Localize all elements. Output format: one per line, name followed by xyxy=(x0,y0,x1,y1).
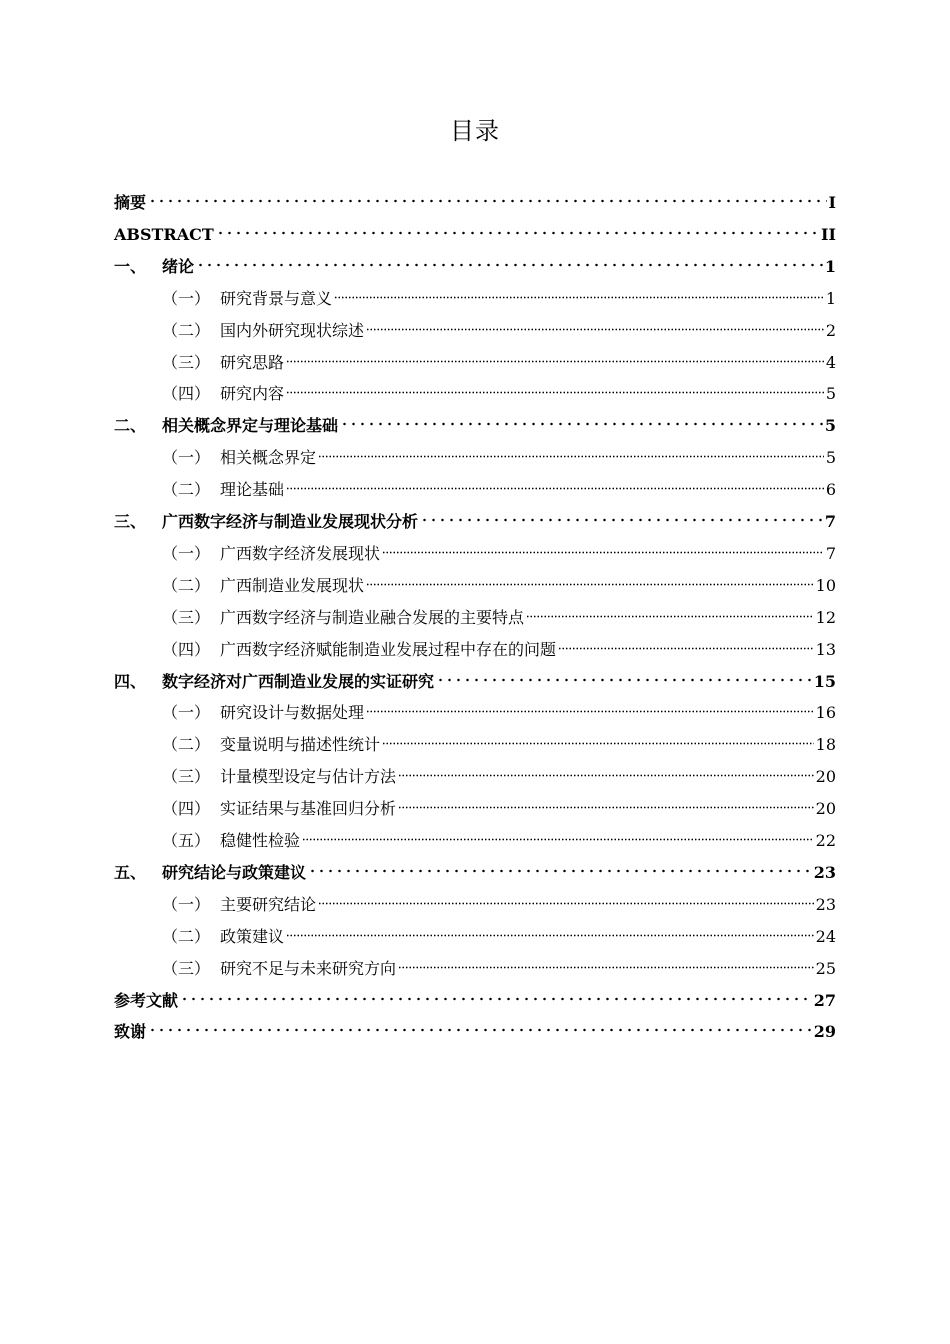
toc-entry-page-number: 7 xyxy=(824,512,836,531)
toc-entry-title: 摘要 xyxy=(114,193,147,212)
toc-entry[interactable] xyxy=(114,244,836,276)
toc-entry-number: 四、 xyxy=(114,671,147,691)
dot-leader xyxy=(558,627,814,655)
toc-entry[interactable] xyxy=(114,850,836,882)
toc-entry-title: 研究结论与政策建议 xyxy=(162,862,307,882)
toc-entry-title: 理论基础 xyxy=(220,480,285,500)
toc-entry-page-number: 18 xyxy=(815,735,836,755)
dot-leader xyxy=(398,946,814,974)
dot-leader xyxy=(420,499,823,527)
dot-leader xyxy=(366,563,814,591)
toc-entry-title: 主要研究结论 xyxy=(220,894,317,914)
toc-entry-page-number: 24 xyxy=(815,926,836,946)
toc-entry-number: （一） xyxy=(162,448,211,468)
toc-entry-title: 绪论 xyxy=(162,256,195,276)
toc-entry-title: 参考文献 xyxy=(114,990,179,1010)
toc-entry-title: 政策建议 xyxy=(220,926,285,946)
page-title: 目录 xyxy=(450,117,500,145)
toc-entry-number: 一、 xyxy=(114,256,147,276)
toc-entry[interactable] xyxy=(162,627,836,659)
dot-leader xyxy=(334,276,824,304)
toc-entry-number: 五、 xyxy=(114,862,147,882)
toc-entry-title: 研究背景与意义 xyxy=(220,288,333,308)
toc-entry-title: 研究内容 xyxy=(220,384,285,404)
toc-entry-title: 研究思路 xyxy=(220,352,285,372)
toc-entry-page-number: 7 xyxy=(825,543,836,563)
toc-entry[interactable] xyxy=(162,882,836,914)
dot-leader xyxy=(318,882,814,910)
dot-leader xyxy=(286,467,824,495)
toc-entry[interactable] xyxy=(114,659,836,691)
dot-leader xyxy=(148,1009,812,1037)
toc-entry-title: 稳健性检验 xyxy=(220,831,301,850)
toc-entry[interactable] xyxy=(114,499,836,531)
toc-entry-number: 二、 xyxy=(114,416,147,436)
dot-leader xyxy=(382,531,824,559)
toc-entry-title: 广西数字经济赋能制造业发展过程中存在的问题 xyxy=(220,639,557,659)
toc-entry[interactable] xyxy=(114,978,836,1010)
toc-entry[interactable] xyxy=(162,531,836,563)
toc-entry-number: （二） xyxy=(162,735,211,755)
toc-entry[interactable] xyxy=(162,308,836,340)
toc-entry-title: 致谢 xyxy=(114,1022,147,1042)
toc-entry-page-number: II xyxy=(821,224,836,244)
toc-entry-number: （一） xyxy=(162,703,211,723)
toc-entry-title: 研究设计与数据处理 xyxy=(220,703,365,723)
toc-entry-page-number: 23 xyxy=(813,862,836,882)
toc-entry-number: （三） xyxy=(162,767,211,787)
toc-entry-number: （四） xyxy=(162,384,211,404)
dot-leader xyxy=(398,754,814,782)
dot-leader xyxy=(148,180,827,208)
dot-leader xyxy=(382,722,814,750)
toc-entry-page-number: 5 xyxy=(824,416,836,436)
toc-entry-number: （四） xyxy=(162,799,211,819)
toc-entry[interactable] xyxy=(162,371,836,404)
toc-entry-page-number: 16 xyxy=(815,703,836,723)
dot-leader xyxy=(398,786,814,814)
toc-entry-page-number: 10 xyxy=(815,575,836,595)
toc-entry[interactable] xyxy=(162,786,836,819)
toc-entry[interactable] xyxy=(114,180,836,212)
toc-entry-page-number: 4 xyxy=(825,352,836,372)
toc-entry-page-number: 2 xyxy=(825,320,836,340)
toc-entry-number: （二） xyxy=(162,926,211,946)
toc-entry-number: （一） xyxy=(162,288,211,308)
toc-entry-title: 国内外研究现状综述 xyxy=(220,320,365,340)
toc-entry[interactable] xyxy=(162,818,836,850)
toc-entry-page-number: 22 xyxy=(815,831,836,850)
toc-entry-title: 广西数字经济与制造业融合发展的主要特点 xyxy=(220,607,525,627)
toc-entry-page-number: 5 xyxy=(825,448,836,468)
toc-entry[interactable] xyxy=(162,340,836,372)
toc-entry[interactable] xyxy=(162,722,836,755)
toc-entry[interactable] xyxy=(114,403,836,436)
toc-entry-page-number: 1 xyxy=(824,256,836,276)
toc-entry[interactable] xyxy=(114,212,836,244)
toc-entry-page-number: 20 xyxy=(815,767,836,787)
toc-entry-number: （五） xyxy=(162,831,211,850)
toc-entry-page-number: 5 xyxy=(825,384,836,404)
toc-entry-number: （四） xyxy=(162,639,211,659)
dot-leader xyxy=(180,978,812,1006)
dot-leader xyxy=(340,403,823,431)
toc-entry-page-number: 29 xyxy=(813,1022,836,1042)
toc-entry[interactable] xyxy=(162,946,836,978)
toc-entry[interactable] xyxy=(162,914,836,946)
toc-entry-page-number: I xyxy=(828,193,836,212)
toc-entry-page-number: 1 xyxy=(825,288,836,308)
toc-entry-page-number: 20 xyxy=(815,799,836,819)
toc-entry-title: 数字经济对广西制造业发展的实证研究 xyxy=(162,671,435,691)
toc-entry-title: 相关概念界定与理论基础 xyxy=(162,416,339,436)
dot-leader xyxy=(216,212,819,240)
toc-entry-number: （三） xyxy=(162,607,211,627)
toc-entry-number: （一） xyxy=(162,543,211,563)
toc-entry[interactable] xyxy=(162,435,836,468)
toc-entry[interactable] xyxy=(162,276,836,308)
dot-leader xyxy=(196,244,823,272)
dot-leader xyxy=(526,595,814,623)
toc-entry-number: （二） xyxy=(162,575,211,595)
toc-entry-page-number: 15 xyxy=(813,671,836,691)
dot-leader xyxy=(286,914,814,942)
toc-entry-number: （一） xyxy=(162,894,211,914)
dot-leader xyxy=(366,308,824,336)
toc-entry[interactable] xyxy=(162,563,836,595)
toc-entry-title: 计量模型设定与估计方法 xyxy=(220,767,397,787)
toc-entry[interactable] xyxy=(162,754,836,787)
toc-entry-page-number: 12 xyxy=(815,607,836,627)
toc-entry-title: 广西制造业发展现状 xyxy=(220,575,365,595)
toc-entry-title: ABSTRACT xyxy=(114,224,214,244)
toc-entry-number: （三） xyxy=(162,352,211,372)
dot-leader xyxy=(308,850,812,878)
toc-entry-title: 广西数字经济发展现状 xyxy=(220,543,381,563)
toc-entry-page-number: 25 xyxy=(815,958,836,978)
toc-entry[interactable] xyxy=(162,690,836,723)
dot-leader xyxy=(302,818,814,846)
toc-entry-number: （二） xyxy=(162,320,211,340)
toc-entry-title: 相关概念界定 xyxy=(220,448,317,468)
toc-entry-number: （二） xyxy=(162,480,211,500)
toc-entry-title: 实证结果与基准回归分析 xyxy=(220,799,397,819)
dot-leader xyxy=(318,435,824,463)
toc-entry-number: 三、 xyxy=(114,512,147,531)
toc-entry[interactable] xyxy=(114,1009,836,1042)
toc-entry-title: 广西数字经济与制造业发展现状分析 xyxy=(162,512,419,531)
toc-entry-page-number: 6 xyxy=(825,480,836,500)
dot-leader xyxy=(286,371,824,399)
toc-entry-number: （三） xyxy=(162,958,211,978)
toc-entry[interactable] xyxy=(162,467,836,500)
toc-entry-title: 研究不足与未来研究方向 xyxy=(220,958,397,978)
dot-leader xyxy=(366,690,814,718)
dot-leader xyxy=(286,340,824,368)
toc-entry[interactable] xyxy=(162,595,836,627)
toc-entry-page-number: 23 xyxy=(815,894,836,914)
toc-entry-page-number: 13 xyxy=(815,639,836,659)
dot-leader xyxy=(436,659,812,687)
toc-entry-page-number: 27 xyxy=(813,990,836,1010)
toc-entry-title: 变量说明与描述性统计 xyxy=(220,735,381,755)
